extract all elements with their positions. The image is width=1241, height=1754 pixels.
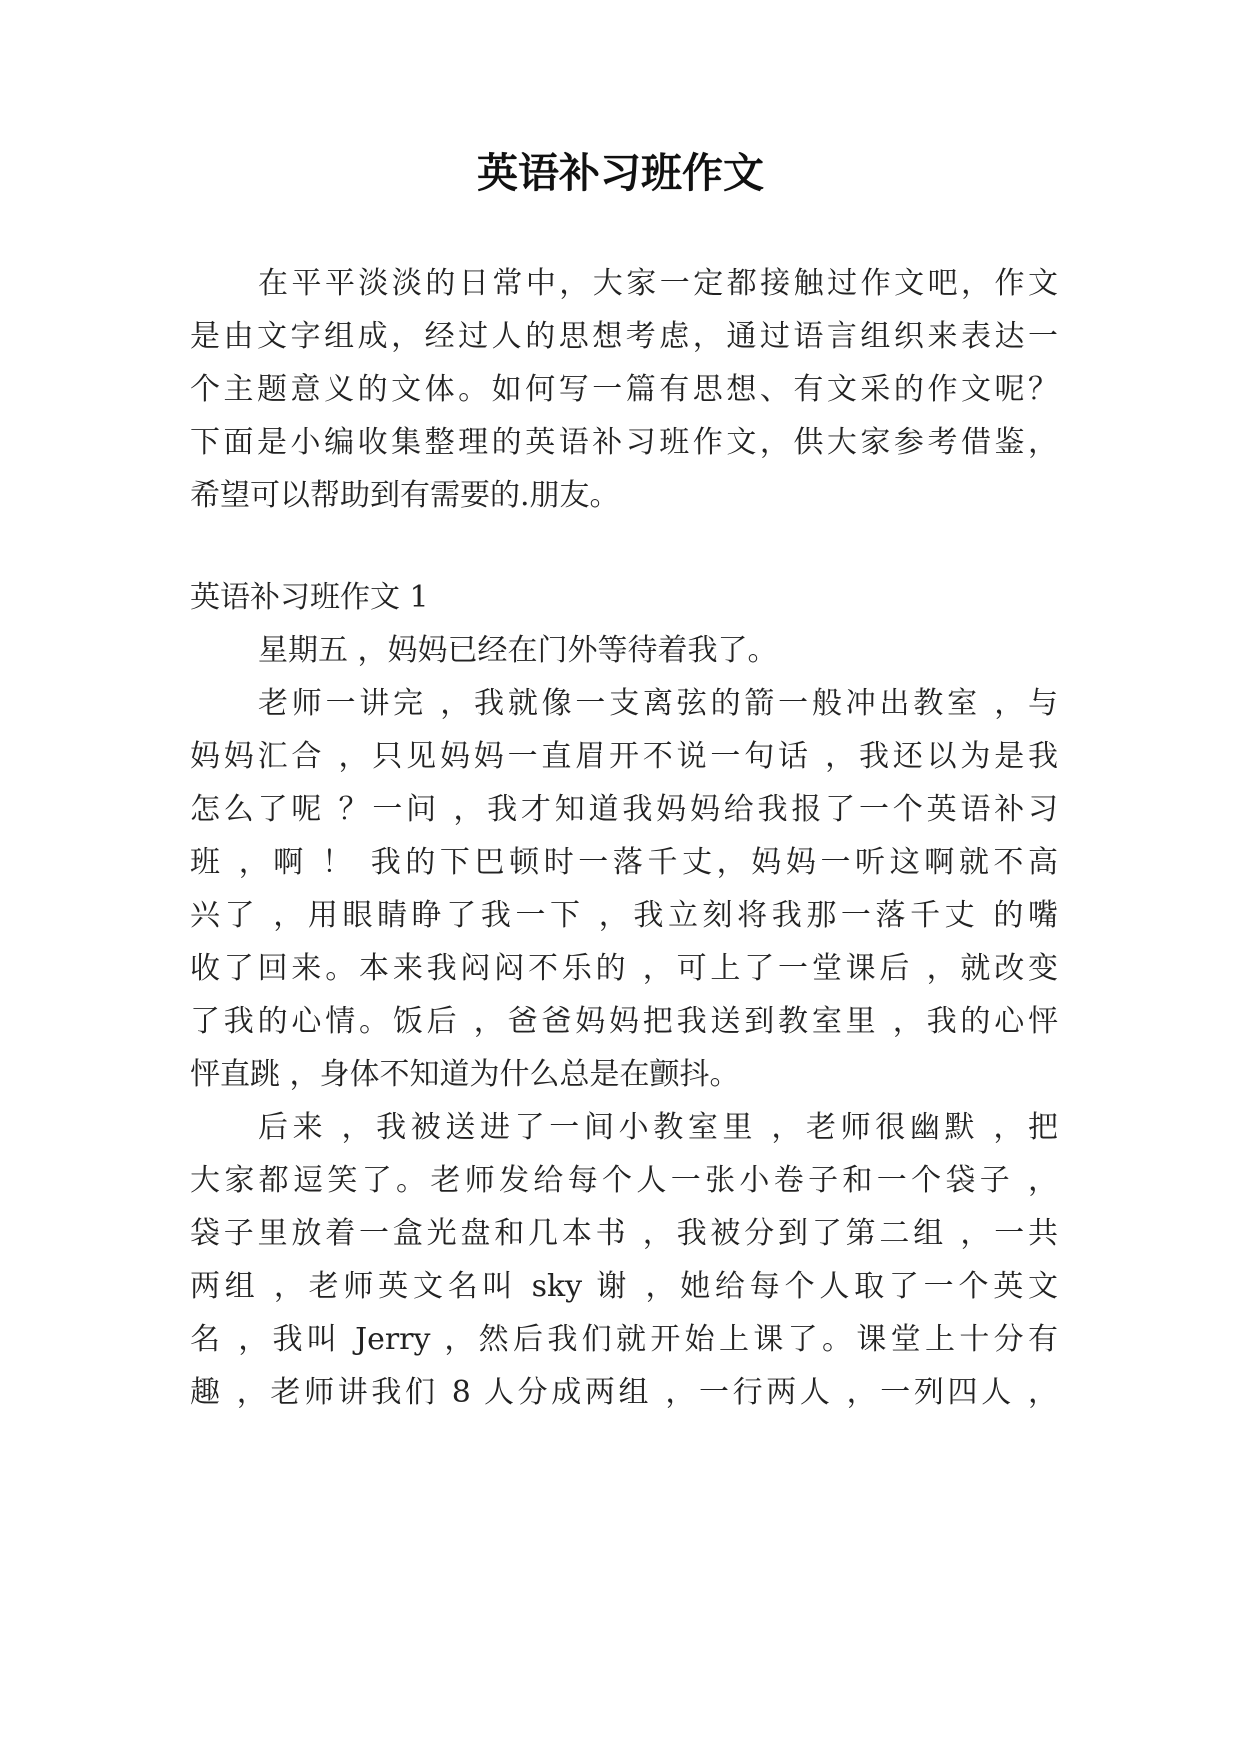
document-title: 英语补习班作文	[477, 149, 764, 197]
paragraph-line: 了我的心情。饭后 ，爸爸妈妈把我送到教室里 ，我的心怦	[190, 1004, 1058, 1039]
paragraph-line: 后来 ，我被送进了一间小教室里 ，老师很幽默 ，把	[258, 1110, 1058, 1145]
paragraph-line: 星期五 ，妈妈已经在门外等待着我了。	[258, 633, 778, 668]
paragraph-line: 怎么了呢 ？一问 ，我才知道我妈妈给我报了一个英语补习	[190, 792, 1058, 827]
paragraph-line: 袋子里放着一盒光盘和几本书 ，我被分到了第二组 ，一共	[190, 1216, 1058, 1251]
intro-line: 是由文字组成，经过人的思想考虑，通过语言组织来表达一	[190, 319, 1058, 354]
paragraph-line: 怦直跳 ，身体不知道为什么总是在颤抖。	[190, 1057, 740, 1092]
paragraph-line: 老师一讲完 ，我就像一支离弦的箭一般冲出教室 ，与	[258, 686, 1058, 721]
intro-line: 个主题意义的文体。如何写一篇有思想、有文采的作文呢？	[190, 372, 1058, 407]
paragraph-line: 名 ，我叫 Jerry ，然后我们就开始上课了。课堂上十分有	[190, 1322, 1058, 1357]
paragraph-line: 兴了 ，用眼睛睁了我一下 ，我立刻将我那一落千丈 的嘴	[190, 898, 1058, 933]
paragraph-line: 妈妈汇合 ，只见妈妈一直眉开不说一句话 ，我还以为是我	[190, 739, 1058, 774]
paragraph-line: 收了回来。本来我闷闷不乐的 ，可上了一堂课后 ，就改变	[190, 951, 1058, 986]
paragraph-line: 趣 ，老师讲我们 8 人分成两组 ，一行两人 ，一列四人 ，	[190, 1375, 1058, 1410]
intro-line: 在平平淡淡的日常中，大家一定都接触过作文吧，作文	[258, 266, 1058, 301]
intro-line: 下面是小编收集整理的英语补习班作文，供大家参考借鉴，	[190, 425, 1058, 460]
paragraph-line: 两组 ，老师英文名叫 sky 谢 ，她给每个人取了一个英文	[190, 1269, 1058, 1304]
intro-line: 希望可以帮助到有需要的.朋友。	[190, 478, 620, 513]
paragraph-line: 班 ，啊 ！ 我的下巴顿时一落千丈，妈妈一听这啊就不高	[190, 845, 1058, 880]
section-heading: 英语补习班作文 1	[190, 580, 429, 615]
paragraph-line: 大家都逗笑了。老师发给每个人一张小卷子和一个袋子 ，	[190, 1163, 1058, 1198]
